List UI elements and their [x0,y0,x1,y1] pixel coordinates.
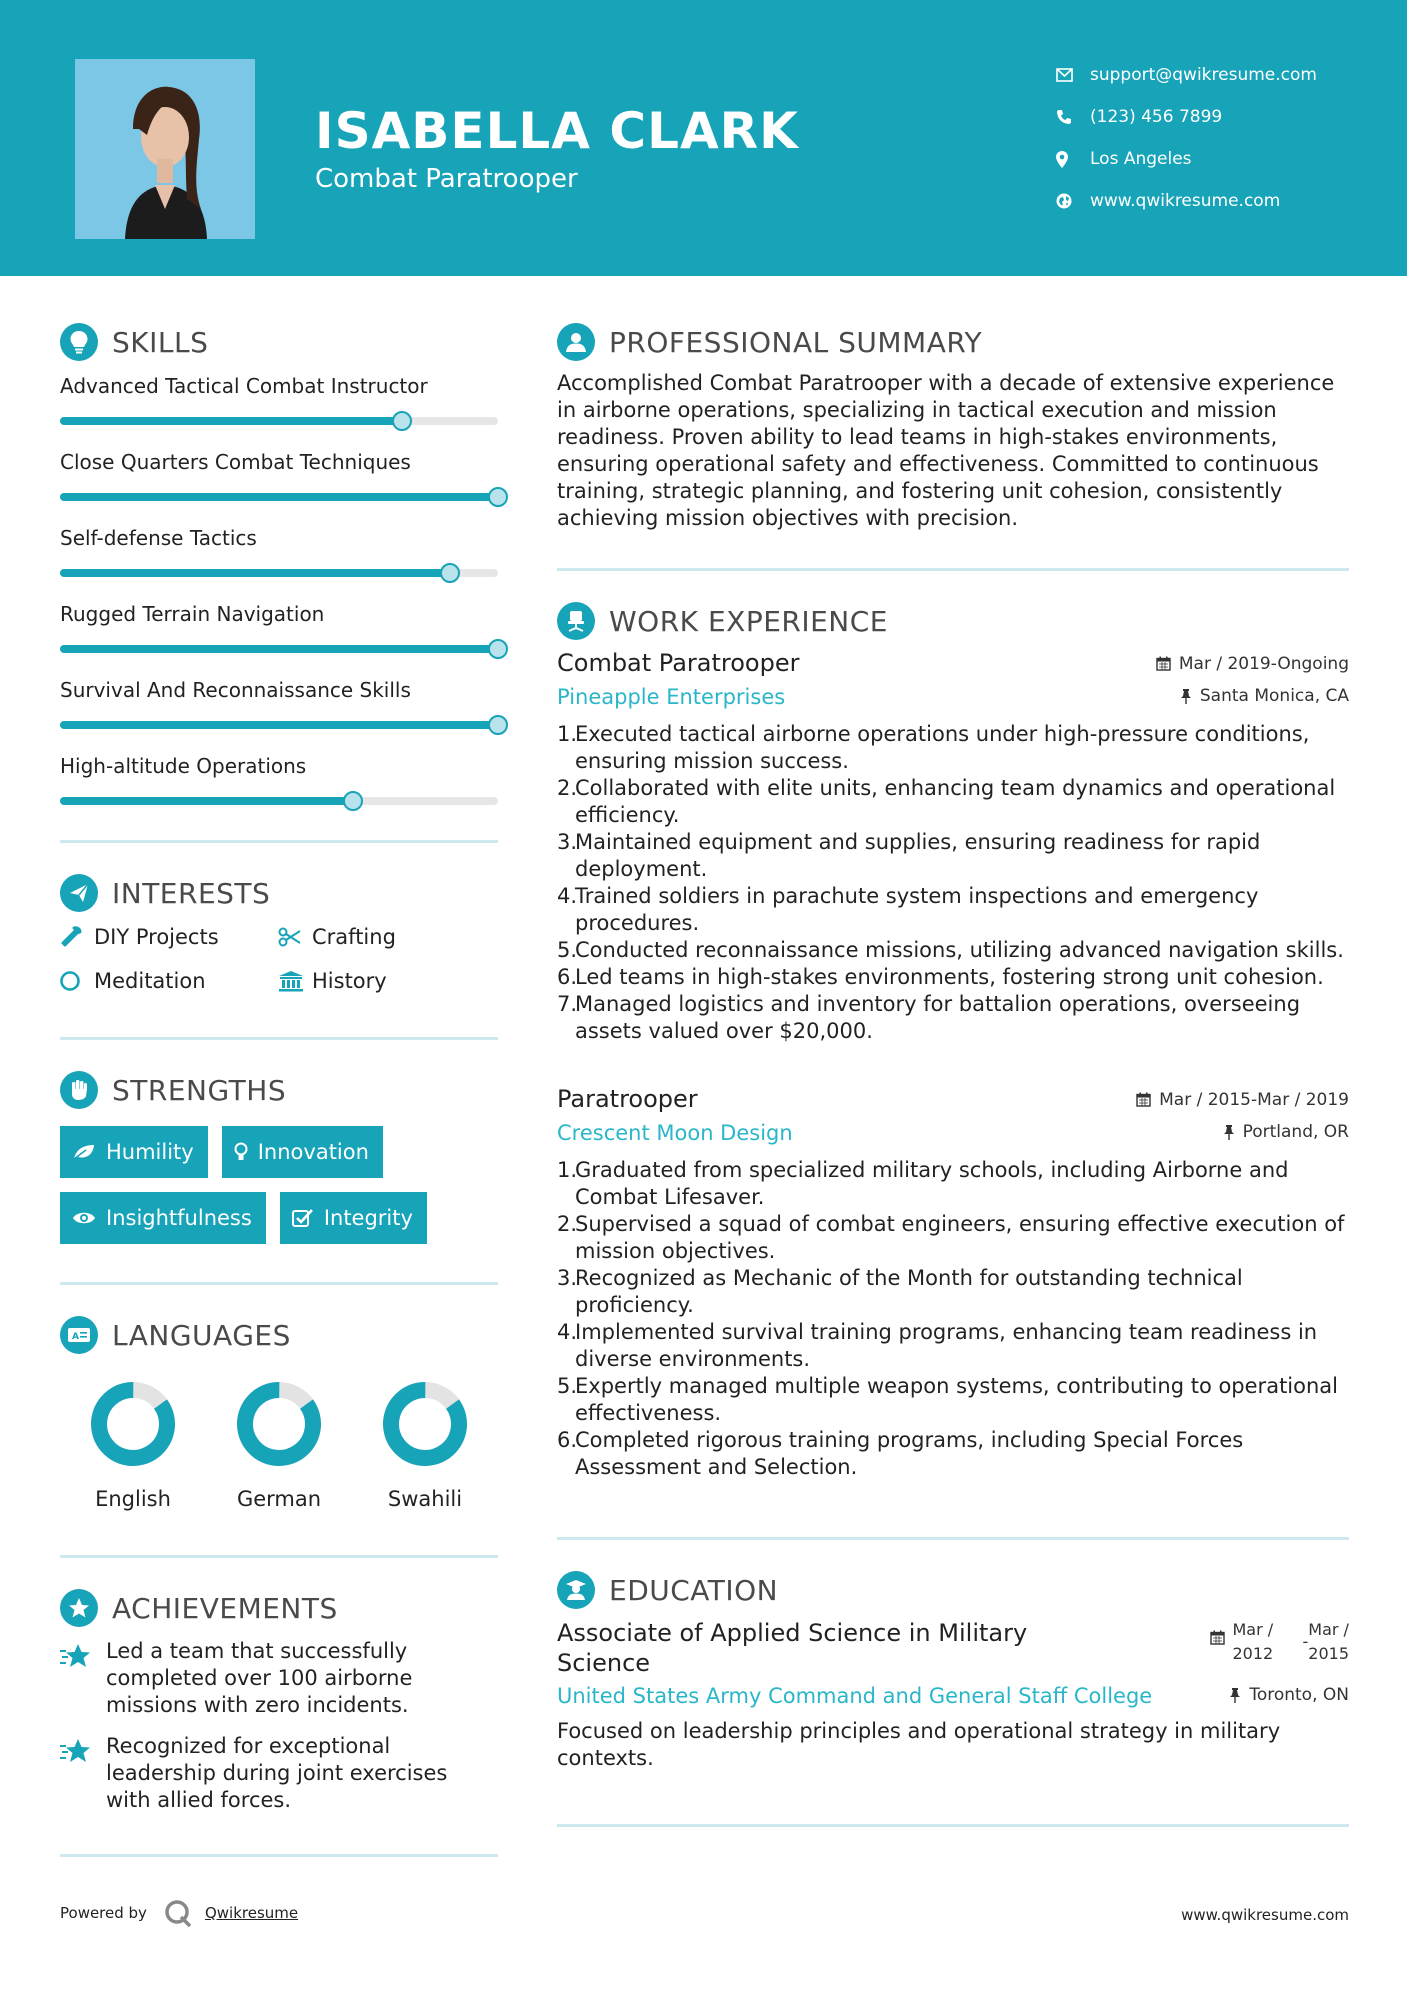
skill-fill [60,721,498,729]
skill-name: Self-defense Tactics [60,526,257,550]
education-school: United States Army Command and General Staff College [557,1684,1153,1708]
job-bullet: 6. Completed rigorous training programs, including Special Forces Assessment and Selection. [557,1428,1244,1479]
language-name: English [95,1487,171,1511]
language-name: German [236,1487,322,1511]
language-donut-arc [380,1379,470,1469]
job-bullet: 1. Graduated from specialized military schools, including Airborne and Combat Lifesaver. [557,1158,1289,1209]
footer-powered [60,1898,298,1928]
skill-bar [60,797,498,805]
experience-heading [557,599,1349,643]
interest-item [278,925,498,949]
lightbulb-icon [60,323,98,361]
job-bullet: 2. Collaborated with elite units, enhancing team dynamics and operational efficiency. [557,776,1336,827]
education-date-separator: - [1302,1632,1309,1651]
pushpin-icon [1223,1124,1235,1140]
language-item [60,1379,206,1511]
interest-label: Meditation [94,969,206,993]
check-square-icon [292,1208,314,1228]
job-dates-text: Mar / 2019-Ongoing [1178,653,1349,674]
achievement-item [60,1733,498,1814]
interest-item [60,925,278,949]
skill-knob [343,791,363,811]
achievements-title: ACHIEVEMENTS [112,1591,338,1625]
skills-heading [60,320,498,364]
skill-name: Rugged Terrain Navigation [60,602,325,626]
skill-name: Survival And Reconnaissance Skills [60,678,411,702]
skill-item [60,442,498,518]
lightbulb-icon [234,1142,248,1162]
strengths-heading [60,1068,498,1112]
job-bullet: 4. Trained soldiers in parachute system inspections and emergency procedures. [557,884,1259,935]
education-heading [557,1568,1349,1612]
powered-by-label: Powered by [60,1904,147,1922]
envelope-icon [1056,68,1090,82]
museum-icon [278,970,312,992]
contact-block [1056,54,1386,222]
interest-label: History [312,969,387,993]
job-bullet: 5. Expertly managed multiple weapon systems, contributing to operational effectiveness. [557,1374,1338,1425]
job-bullet: 6. Led teams in high-stakes environments, fostering strong unit cohesion. [557,965,1324,989]
contact-email[interactable] [1056,54,1386,96]
contact-location-text: Los Angeles [1090,149,1192,169]
language-donut [380,1379,470,1469]
education-degree: Associate of Applied Science in Military Science [557,1619,1028,1677]
summary-heading [557,320,1349,364]
skill-knob [440,563,460,583]
skill-fill [60,493,498,501]
profile-photo [75,59,255,239]
paper-plane-icon [60,874,98,912]
job-location [1180,686,1349,706]
skill-fill [60,569,450,577]
job-bullet: 3. Recognized as Mechanic of the Month for outstanding technical proficiency. [557,1266,1243,1317]
star-icon [60,1733,106,1814]
experience-title: WORK EXPERIENCE [609,604,888,638]
skills-title: SKILLS [112,325,209,359]
job-bullet: 4. Implemented survival training programs, enhancing team readiness in diverse environments. [557,1320,1318,1371]
job-location [1223,1122,1349,1142]
education-start [1233,1618,1303,1666]
circle-icon [60,970,94,992]
contact-phone[interactable] [1056,96,1386,138]
language-icon [60,1316,98,1354]
skill-knob [488,715,508,735]
skill-bar [60,645,498,653]
job-company: Pineapple Enterprises [557,685,786,709]
education-end-year: 2015 [1308,1644,1349,1663]
footer-website[interactable]: www.qwikresume.com [1181,1906,1349,1924]
scissors-icon [278,927,312,947]
job-title: Paratrooper [557,1085,698,1113]
globe-icon [1056,193,1090,209]
education-end [1308,1618,1349,1666]
qwikresume-logo-icon [163,1898,193,1928]
job-entry [557,1085,1349,1481]
divider [557,1824,1349,1827]
language-item [206,1379,352,1511]
job-bullets [557,721,1349,1045]
job-dates [1136,1090,1349,1110]
job-bullet: 3. Maintained equipment and supplies, ensuring readiness for rapid deployment. [557,830,1261,881]
education-title: EDUCATION [609,1573,779,1607]
wrench-icon [60,926,94,948]
job-bullet: 5. Conducted reconnaissance missions, utilizing advanced navigation skills. [557,938,1344,962]
skill-bar [60,493,498,501]
svg-text:A: A [72,1332,79,1342]
calendar-icon [1136,1092,1151,1107]
education-start-month: Mar / [1232,1620,1274,1639]
contact-phone-text: (123) 456 7899 [1090,107,1223,127]
job-entry [557,649,1349,1045]
interests-title: INTERESTS [112,876,271,910]
skill-fill [60,645,498,653]
strength-tag [222,1126,383,1178]
skill-fill [60,797,353,805]
strength-tag [60,1192,266,1244]
map-pin-icon [1056,151,1090,168]
job-bullet: 2. Supervised a squad of combat engineers, ensuring effective execution of mission objectives. [557,1212,1345,1263]
strength-tag [60,1126,208,1178]
header [0,0,1407,276]
skill-knob [392,411,412,431]
achievement-text: Led a team that successfully completed over 100 airborne missions with zero incidents. [106,1639,413,1717]
star-badge-icon [60,1589,98,1627]
strength-label: Integrity [323,1206,413,1230]
education-description: Focused on leadership principles and operational strategy in military contexts. [557,1719,1281,1770]
divider [60,1555,498,1558]
divider [60,1854,498,1857]
divider [60,1282,498,1285]
education-location [1229,1685,1349,1705]
language-name: Swahili [387,1487,463,1511]
skill-bar [60,569,498,577]
skill-item [60,366,498,442]
skill-bar [60,417,498,425]
achievements-heading [60,1586,498,1630]
eye-icon [72,1210,96,1226]
languages-list [60,1379,498,1511]
skill-knob [488,639,508,659]
interest-item [278,969,498,993]
job-location-text: Portland, OR [1242,1122,1349,1142]
calendar-icon [1156,656,1171,671]
graduate-icon [557,1571,595,1609]
interest-item [60,969,278,993]
education-start-year: 2012 [1232,1644,1274,1663]
job-bullets [557,1157,1349,1481]
skill-bar [60,721,498,729]
divider [60,1037,498,1040]
interests-list [60,925,498,993]
job-dates [1156,654,1349,674]
skills-list [60,366,498,822]
interest-label: DIY Projects [94,925,219,949]
strength-label: Humility [106,1140,194,1164]
pushpin-icon [1180,688,1192,704]
candidate-role: Combat Paratrooper [315,164,578,194]
job-dates-text: Mar / 2015-Mar / 2019 [1159,1089,1349,1110]
job-company: Crescent Moon Design [557,1121,793,1145]
skill-item [60,518,498,594]
skill-name: High-altitude Operations [60,754,307,778]
interest-label: Crafting [312,925,396,949]
left-column [60,320,498,1857]
education-dates [1210,1618,1350,1678]
divider [60,840,498,843]
language-donut-arc [234,1379,324,1469]
divider [557,1537,1349,1540]
skill-knob [488,487,508,507]
strength-tag [280,1192,427,1244]
candidate-name: ISABELLA CLARK [315,102,799,160]
achievement-text: Recognized for exceptional leadership during joint exercises with allied forces. [106,1734,448,1812]
pushpin-icon [1229,1687,1241,1703]
leaf-icon [72,1143,96,1161]
summary-text: Accomplished Combat Paratrooper with a decade of extensive experience in airborne operations, specializing in tactical execution and mission readiness. Proven ability to lead teams in high-stakes environments, ensuring operational safety and effectiveness. Committed to continuous training, strategic planning, and fostering unit cohesion, consistently achieving mission objectives with precision. [557,371,1335,530]
skill-fill [60,417,402,425]
phone-icon [1056,109,1090,125]
contact-location [1056,138,1386,180]
job-location-text: Santa Monica, CA [1199,686,1349,706]
interests-heading [60,871,498,915]
calendar-icon [1210,1630,1225,1645]
fist-icon [60,1071,98,1109]
strength-label: Insightfulness [106,1206,252,1230]
star-icon [60,1638,106,1719]
right-column [557,320,1349,1827]
language-donut [234,1379,324,1469]
strength-label: Innovation [257,1140,369,1164]
contact-email-text: support@qwikresume.com [1090,65,1317,85]
strengths-title: STRENGTHS [112,1073,287,1107]
skill-name: Close Quarters Combat Techniques [60,450,411,474]
user-icon [557,323,595,361]
job-bullet: 7. Managed logistics and inventory for battalion operations, overseeing assets valued over $20,000. [557,992,1301,1043]
strengths-list [60,1126,498,1244]
language-item [352,1379,498,1511]
summary-title: PROFESSIONAL SUMMARY [609,325,983,359]
education-end-month: Mar / [1308,1620,1349,1639]
brand-link[interactable]: Qwikresume [204,1904,299,1922]
skill-item [60,746,498,822]
language-donut [88,1379,178,1469]
job-title: Combat Paratrooper [557,649,800,677]
languages-title: LANGUAGES [112,1318,291,1352]
skill-item [60,594,498,670]
skill-item [60,670,498,746]
language-donut-arc [88,1379,178,1469]
education-location-text: Toronto, ON [1249,1685,1349,1705]
skill-name: Advanced Tactical Combat Instructor [60,374,428,398]
languages-heading [60,1313,498,1357]
contact-website[interactable] [1056,180,1386,222]
divider [557,568,1349,571]
office-chair-icon [557,602,595,640]
contact-website-text: www.qwikresume.com [1090,191,1281,211]
achievement-item [60,1638,498,1719]
job-bullet: 1. Executed tactical airborne operations under high-pressure conditions, ensuring mission success. [557,722,1310,773]
